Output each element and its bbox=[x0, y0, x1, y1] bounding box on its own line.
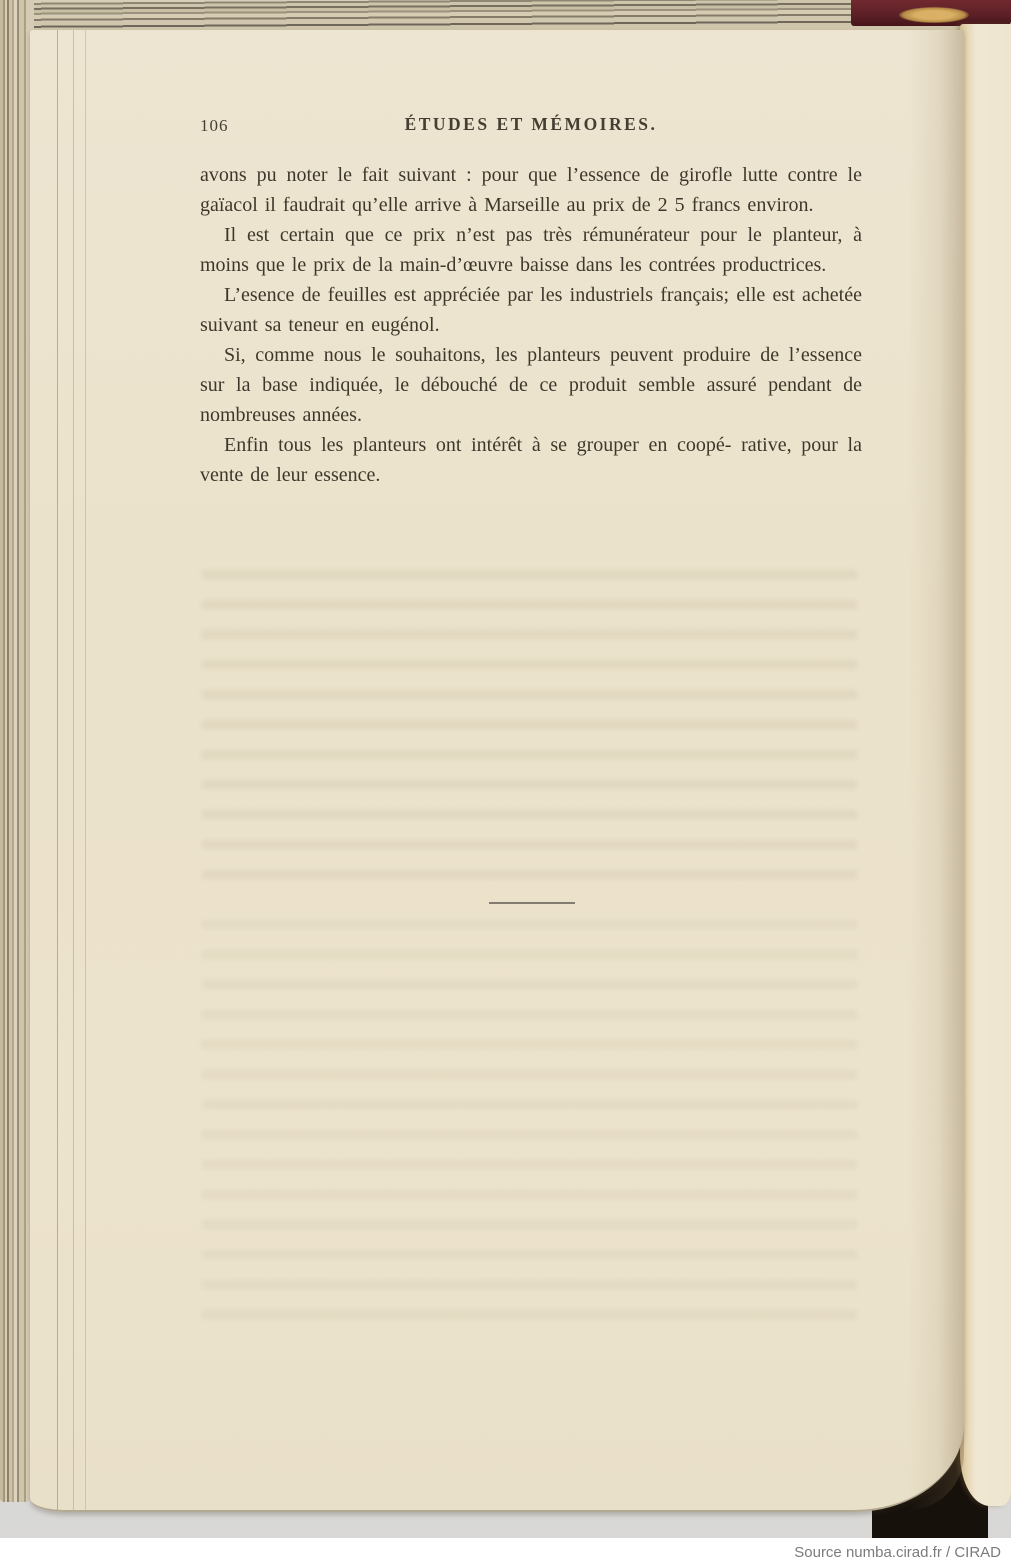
book-cover-top bbox=[851, 0, 1011, 26]
paragraph: Il est certain que ce prix n’est pas très rémunérateur pour le planteur, à moins que le prix de la main-d’œuvre baisse dans les contrées productrices. bbox=[200, 224, 862, 276]
paragraph: avons pu noter le fait suivant : pour que l’essence de girofle lutte contre le gaïacol il faudrait qu’elle arrive à Marseille au prix de 2 5 francs environ. bbox=[200, 164, 862, 216]
verso-show-through bbox=[202, 920, 857, 1340]
facing-page-edge bbox=[960, 24, 1011, 1506]
book-left-page-edges bbox=[0, 0, 34, 1502]
running-header: ÉTUDES ET MÉMOIRES. bbox=[404, 114, 658, 134]
page-body-text bbox=[200, 160, 862, 490]
page-header bbox=[200, 114, 862, 140]
book-headband bbox=[899, 7, 969, 23]
page-number: 106 bbox=[200, 116, 229, 135]
section-separator-rule bbox=[489, 902, 575, 904]
verso-show-through bbox=[202, 570, 857, 900]
source-bar bbox=[0, 1538, 1011, 1566]
paragraph: Si, comme nous le souhaitons, les planteurs peuvent produire de l’essence sur la base indiquée, le débouché de ce produit semble assuré pendant de nombreuses années. bbox=[200, 344, 862, 426]
paragraph: L’esence de feuilles est appréciée par les industriels français; elle est achetée suivant sa teneur en eugénol. bbox=[200, 284, 862, 336]
source-label: Source numba.cirad.fr / CIRAD bbox=[794, 1543, 1001, 1561]
page-hinge-lines bbox=[52, 30, 122, 1510]
book-page bbox=[30, 30, 964, 1512]
paragraph: Enfin tous les planteurs ont intérêt à se grouper en coopé- rative, pour la vente de leur essence. bbox=[200, 434, 862, 486]
